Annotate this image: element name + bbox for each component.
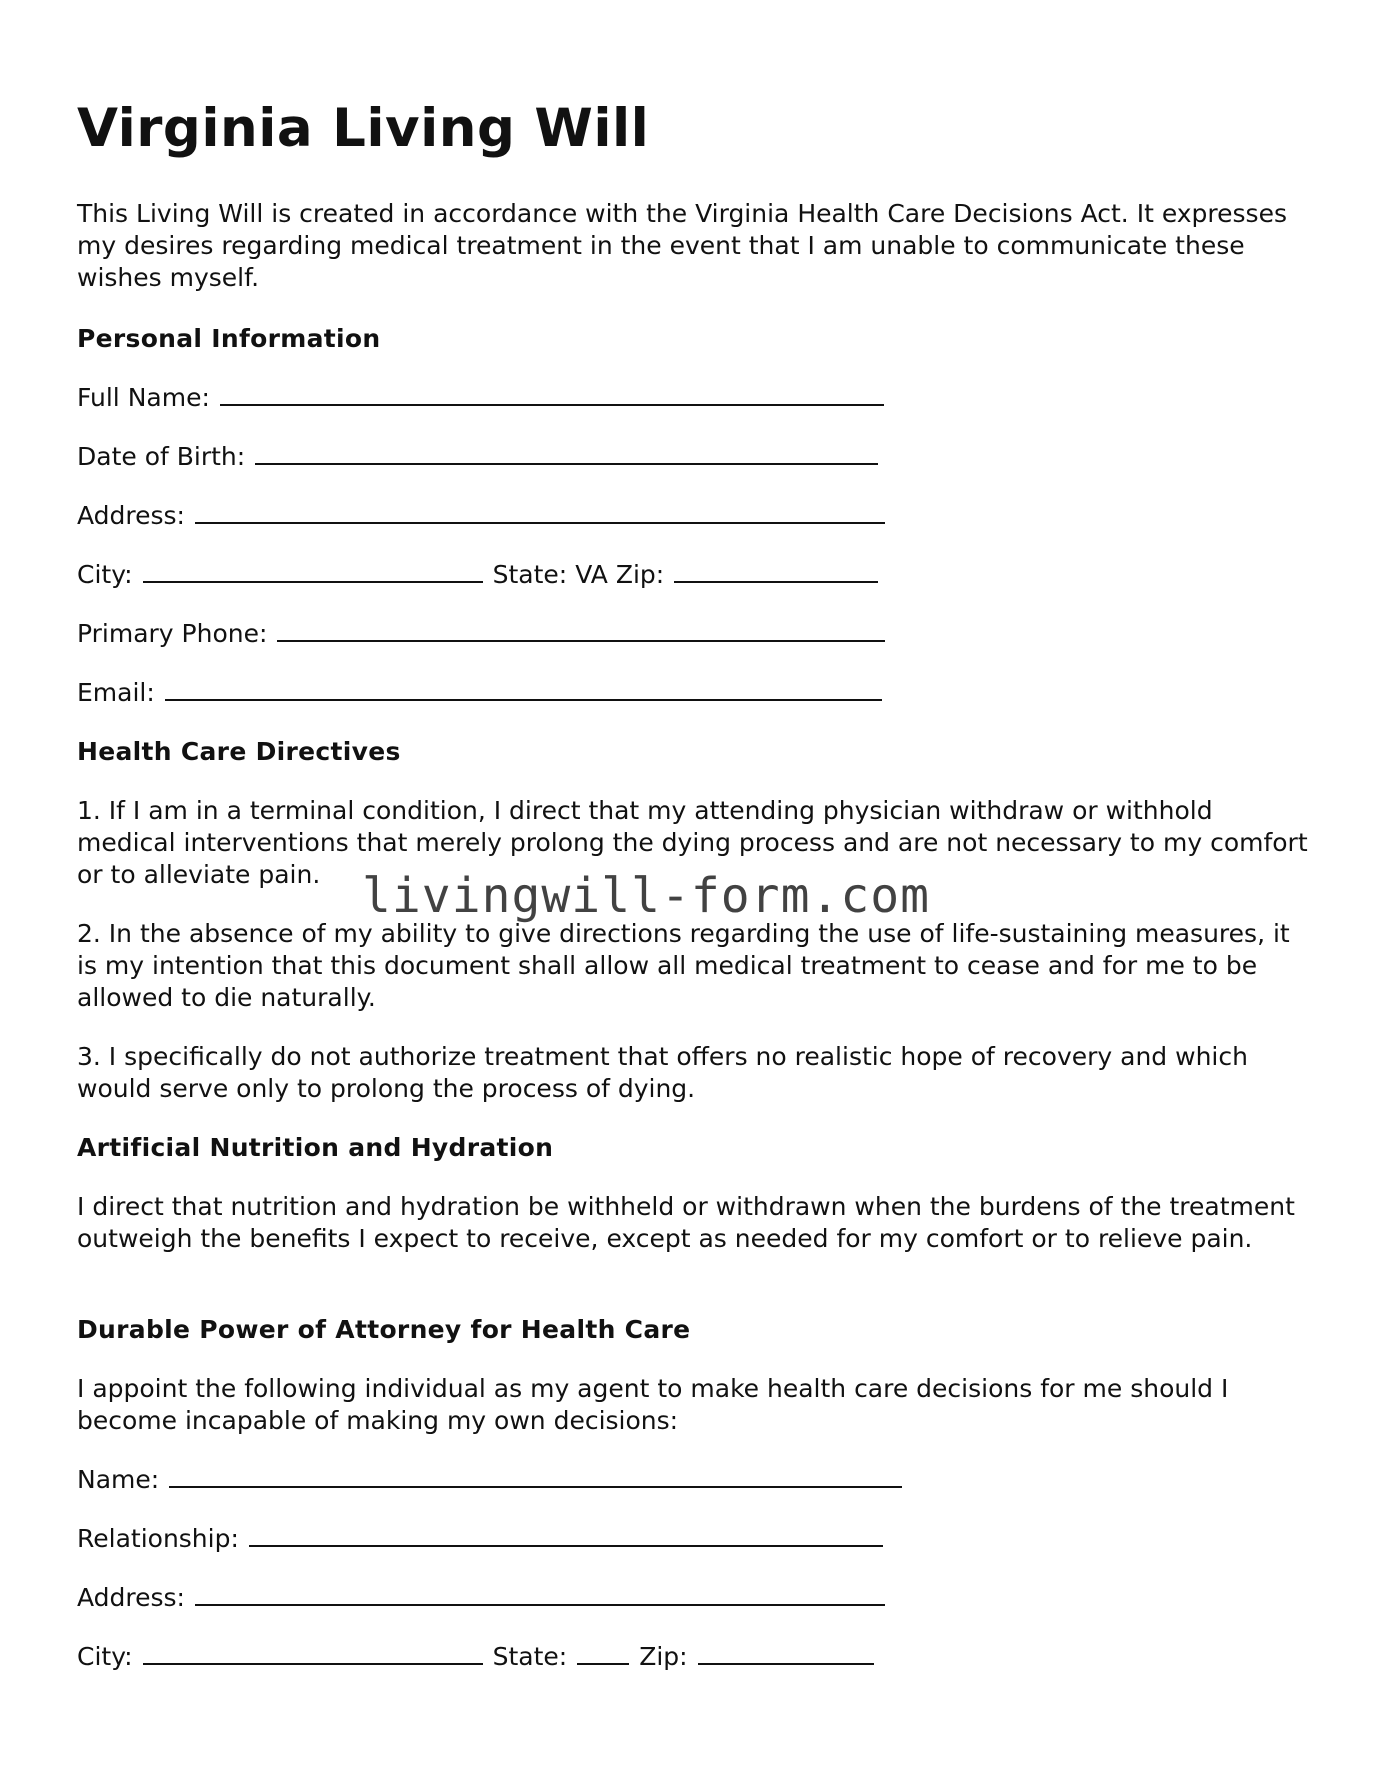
address-field[interactable] (195, 500, 885, 524)
agent-city-state-zip-row (77, 1641, 884, 1673)
phone-field[interactable] (277, 618, 885, 642)
agent-name-label: Name: (77, 1465, 160, 1494)
relationship-label: Relationship: (77, 1524, 239, 1553)
dob-field[interactable] (255, 441, 878, 465)
full-name-row (77, 382, 894, 414)
zip-field[interactable] (674, 559, 878, 583)
phone-label: Primary Phone: (77, 619, 268, 648)
agent-state-field[interactable] (577, 1641, 629, 1665)
agent-address-row (77, 1582, 895, 1614)
directives-heading: Health Care Directives (77, 737, 401, 766)
email-label: Email: (77, 678, 155, 707)
city-state-zip-row (77, 559, 888, 591)
full-name-label: Full Name: (77, 383, 210, 412)
watermark-text: livingwill-form.com (362, 868, 931, 924)
agent-address-field[interactable] (195, 1582, 885, 1606)
directive-item-2: 2. In the absence of my ability to give directions regarding the use of life-sustaining measures, it is my intention that this document shall allow all medical treatment to cease and for me to be allowed to die naturally. (77, 919, 1290, 1012)
city-label: City: (77, 560, 133, 589)
agent-city-field[interactable] (143, 1641, 483, 1665)
address-row (77, 500, 895, 532)
agent-zip-field[interactable] (698, 1641, 874, 1665)
email-row (77, 677, 892, 709)
personal-info-heading: Personal Information (77, 324, 381, 353)
agent-state-label: State: (492, 1642, 568, 1671)
agent-zip-label: Zip: (639, 1642, 688, 1671)
directive-item-1: 1. If I am in a terminal condition, I direct that my attending physician withdraw or withhold medical interventions that merely prolong the dying process and are not necessary to my comfort or to alleviate pain. (77, 796, 1308, 889)
state-value: VA (575, 560, 608, 589)
city-field[interactable] (143, 559, 483, 583)
address-label: Address: (77, 501, 185, 530)
poa-paragraph: I appoint the following individual as my agent to make health care decisions for me should I become incapable of making my own decisions: (77, 1374, 1229, 1435)
agent-name-row (77, 1464, 912, 1496)
dob-row (77, 441, 888, 473)
relationship-field[interactable] (249, 1523, 883, 1547)
phone-row (77, 618, 895, 650)
intro-paragraph: This Living Will is created in accordance with the Virginia Health Care Decisions Act. It expresses my desires regarding medical treatment in the event that I am unable to communicate these wishes myself. (77, 199, 1287, 292)
nutrition-heading: Artificial Nutrition and Hydration (77, 1133, 554, 1162)
full-name-field[interactable] (220, 382, 884, 406)
email-field[interactable] (165, 677, 882, 701)
zip-label: Zip: (615, 560, 665, 589)
agent-address-label: Address: (77, 1583, 185, 1612)
poa-heading: Durable Power of Attorney for Health Care (77, 1315, 691, 1344)
agent-city-label: City: (77, 1642, 133, 1671)
agent-name-field[interactable] (169, 1464, 902, 1488)
relationship-row (77, 1523, 893, 1555)
document-title: Virginia Living Will (77, 98, 650, 159)
state-label: State: (492, 560, 568, 589)
directive-item-3: 3. I specifically do not authorize treatment that offers no realistic hope of recovery and which would serve only to prolong the process of dying. (77, 1042, 1248, 1103)
dob-label: Date of Birth: (77, 442, 246, 471)
nutrition-paragraph: I direct that nutrition and hydration be withheld or withdrawn when the burdens of the treatment outweigh the benefits I expect to receive, except as needed for my comfort or to relieve pain. (77, 1192, 1295, 1253)
